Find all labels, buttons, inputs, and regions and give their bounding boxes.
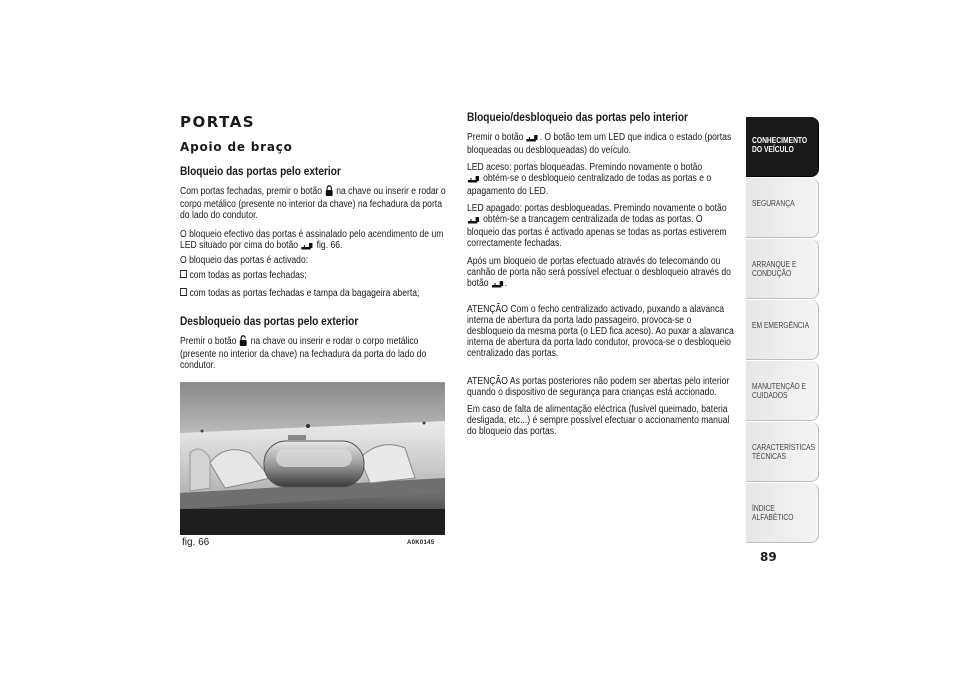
bullet-text-1: com todas as portas fechadas;: [189, 270, 307, 281]
text-r6b: quando o dispositivo de segurança para crianças está accionado.: [467, 387, 717, 398]
text-p4a: Premir o botão: [180, 336, 237, 347]
paragraph-attention-2: [467, 376, 742, 398]
tab-label: CONHECIMENTO DO VEÍCULO: [752, 136, 808, 154]
text-p1a: Com portas fechadas, premir o botão: [180, 186, 322, 197]
paragraph-activation: O bloqueio das portas é activado:: [180, 255, 309, 266]
text-r1b: . O botão tem um LED que indica o estado (portas: [539, 132, 732, 143]
text-r5c: desbloqueio da mesma porta (o LED fica aceso). Ao puxar a alavanca: [467, 326, 734, 337]
tab-arranque-e-conducao[interactable]: [746, 239, 819, 299]
text-p2c: fig. 66.: [316, 240, 343, 251]
text-r7a: Em caso de falta de alimentação eléctrica (fusível queimado, bateria: [467, 404, 728, 415]
text-r3a: LED apagado: portas desbloqueadas. Premindo novamente o botão: [467, 203, 727, 214]
text-p2a: O bloqueio efectivo das portas é assinalado pelo acendimento de um: [180, 229, 444, 240]
page-number: 89: [760, 550, 777, 564]
heading-unlock-exterior: Desbloqueio das portas pelo exterior: [180, 316, 359, 328]
tab-label: ÍNDICE ALFABÉTICO: [752, 504, 794, 522]
bullet-text-2: com todas as portas fechadas e tampa da bagageira aberta;: [189, 288, 420, 299]
page-title: PORTAS: [180, 113, 256, 131]
padlock-icon: [325, 185, 333, 199]
tab-indice-alfabetico[interactable]: [746, 483, 819, 543]
bullet-square-icon: [180, 270, 187, 278]
paragraph-interior-button: [467, 132, 742, 156]
text-r5b: interna de abertura da porta lado passageiro, provoca-se o: [467, 315, 692, 326]
paragraph-led: [180, 229, 455, 253]
list-item: [180, 288, 419, 299]
door-lock-button-icon: [527, 134, 539, 145]
text-p1c: corpo metálico (presente no interior da chave) na fechadura da porta: [180, 199, 442, 210]
tab-label: EM EMERGÊNCIA: [752, 321, 810, 330]
section-subtitle: Apoio de braço: [180, 140, 293, 154]
text-r2a: LED aceso: portas bloqueadas. Premindo novamente o botão: [467, 162, 703, 173]
tab-label: MANUTENÇÃO E CUIDADOS: [752, 382, 807, 400]
text-r6a: ATENÇÃO As portas posteriores não podem ser abertas pelo interior: [467, 376, 730, 387]
text-r4d: .: [504, 278, 508, 289]
tab-label: SEGURANÇA: [752, 199, 795, 208]
text-r1c: bloqueadas ou desbloqueadas) do veículo.: [467, 145, 632, 156]
paragraph-led-off: [467, 203, 742, 249]
tab-seguranca[interactable]: [746, 178, 819, 238]
padlock-open-icon: [240, 335, 248, 349]
text-p1d: do lado do condutor.: [180, 210, 258, 221]
paragraph-unlock-exterior: [180, 335, 455, 371]
paragraph-led-on: [467, 162, 742, 197]
text-r5e: centralizado das portas.: [467, 348, 559, 359]
tab-label: ARRANQUE E CONDUÇÃO: [752, 260, 797, 278]
text-p4d: condutor.: [180, 360, 216, 371]
text-r1a: Premir o botão: [467, 132, 524, 143]
text-p2b: LED situado por cima do botão: [180, 240, 299, 251]
text-r5d: interna de abertura da porta lado condutor, provoca-se o desbloqueio: [467, 337, 731, 348]
text-r3c: bloqueio das portas é activado apenas se todas as portas estiverem: [467, 227, 727, 238]
door-lock-button-icon: [468, 175, 480, 186]
text-r3d: correctamente fechadas.: [467, 238, 562, 249]
list-item: [180, 270, 307, 281]
text-r4b: canhão de porta não será possível efectuar o desbloqueio através do: [467, 267, 731, 278]
paragraph-remote: [467, 256, 742, 291]
tab-conhecimento-do-veiculo[interactable]: [746, 117, 819, 177]
door-lock-button-icon: [468, 216, 480, 227]
door-lock-button-icon: [492, 280, 504, 291]
text-r3b: obtém-se a trancagem centralizada de todas as portas. O: [483, 214, 703, 225]
paragraph-lock-exterior: [180, 185, 455, 221]
text-r2c: apagamento do LED.: [467, 186, 549, 197]
text-r7b: desligada, etc...) é sempre possível efectuar o accionamento manual: [467, 415, 730, 426]
text-p1b: na chave ou inserir e rodar o: [336, 186, 446, 197]
figure-caption: fig. 66: [182, 537, 210, 548]
text-p4b: na chave ou inserir e rodar o corpo metálico: [250, 336, 419, 347]
tab-label: CARACTERÍSTICAS TÉCNICAS: [752, 443, 816, 461]
tab-caracteristicas-tecnicas[interactable]: [746, 422, 819, 482]
tab-em-emergencia[interactable]: [746, 300, 819, 360]
paragraph-attention-1: [467, 304, 742, 359]
tab-manutencao-e-cuidados[interactable]: [746, 361, 819, 421]
bullet-square-icon: [180, 288, 187, 296]
text-r7c: do bloqueio das portas.: [467, 426, 557, 437]
heading-lock-interior: Bloqueio/desbloqueio das portas pelo interior: [467, 112, 688, 124]
text-r4c: botão: [467, 278, 489, 289]
heading-lock-exterior: Bloqueio das portas pelo exterior: [180, 166, 341, 178]
figure-code: A0K0145: [407, 540, 435, 546]
paragraph-manual: [467, 404, 742, 437]
figure-66-image: [180, 382, 445, 535]
door-lock-button-icon: [301, 242, 313, 253]
text-p4c: (presente no interior da chave) na fechadura da porta do lado do: [180, 349, 427, 360]
text-r5a: ATENÇÃO Com o fecho centralizado activado, puxando a alavanca: [467, 304, 725, 315]
text-r2b: obtém-se o desbloqueio centralizado de todas as portas e o: [483, 173, 712, 184]
text-r4a: Após um bloqueio de portas efectuado através do telecomando ou: [467, 256, 721, 267]
